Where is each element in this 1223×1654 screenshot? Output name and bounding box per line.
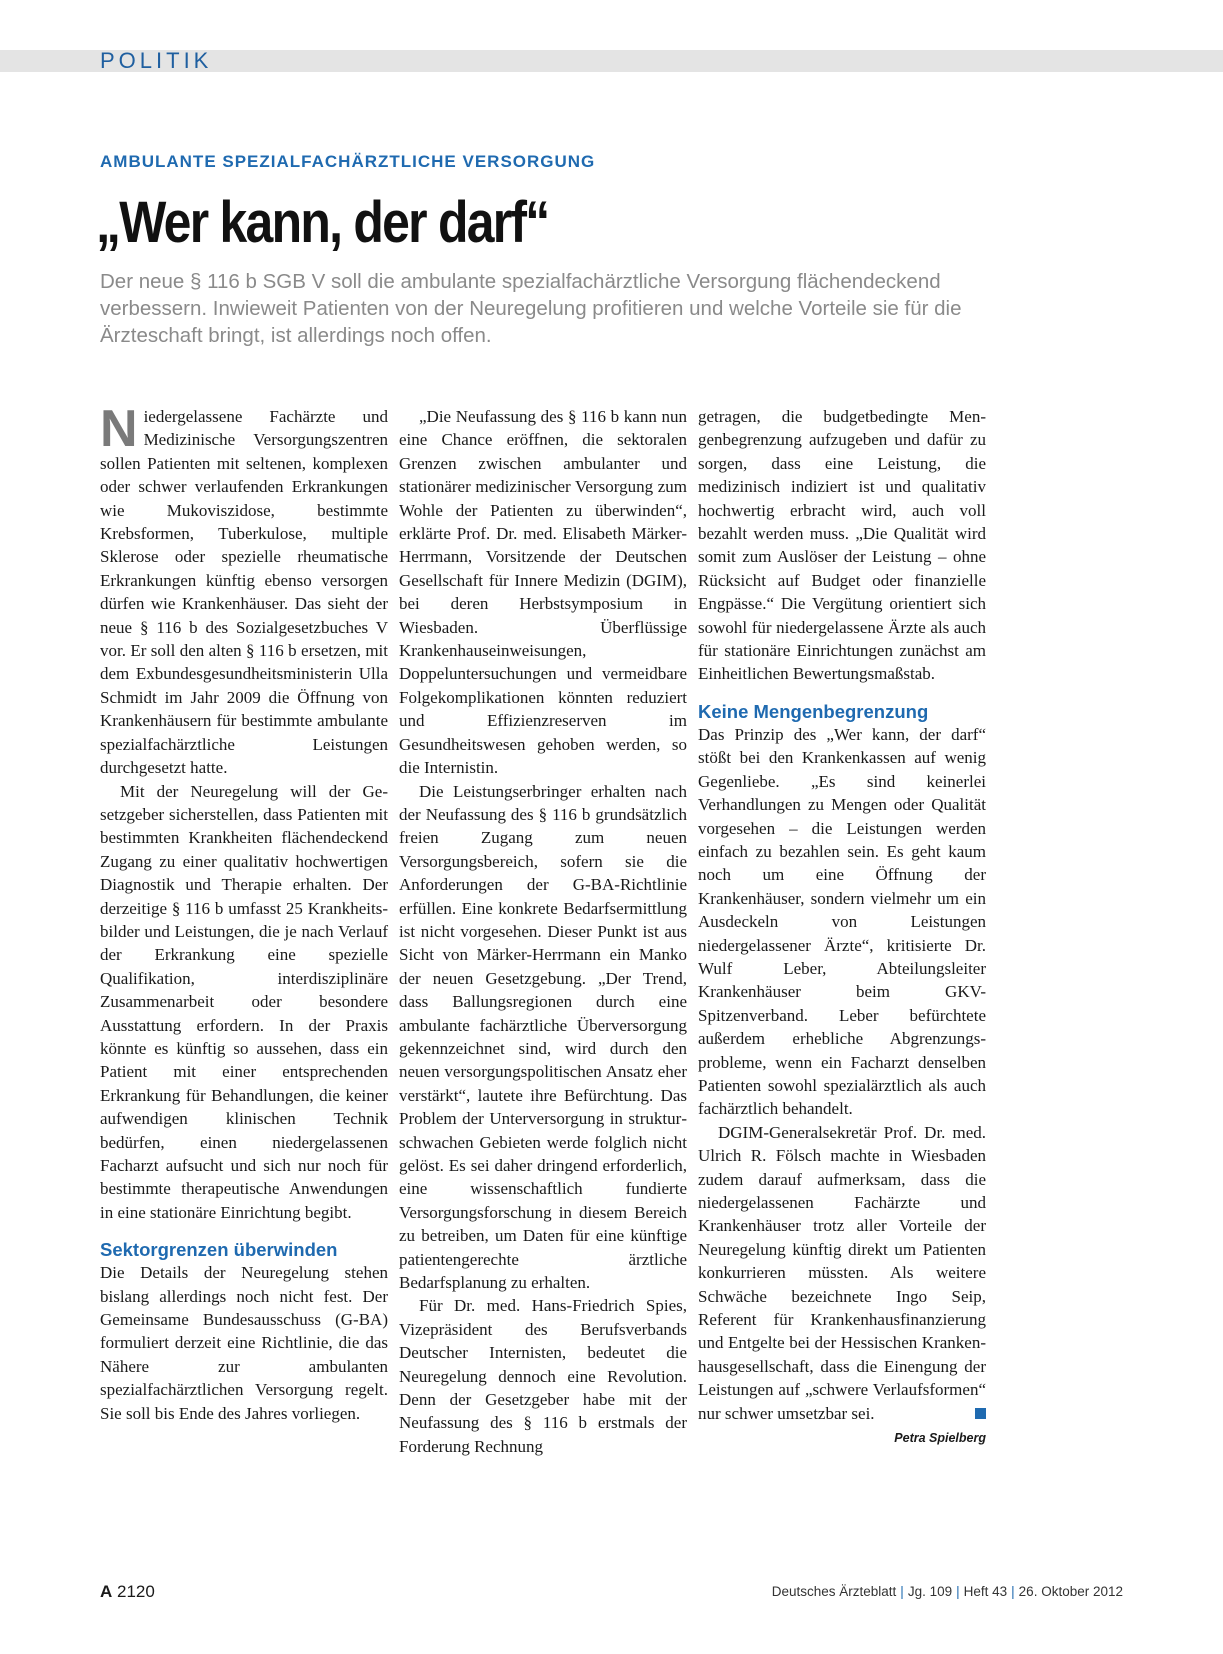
issue: Heft 43: [963, 1584, 1008, 1599]
paragraph: Für Dr. med. Hans-Friedrich Spies, Vizepräsident des Berufsverbands Deutscher Internisten, bedeutet die Neuregelung dennoch eine Revolution. Denn der Gesetzgeber habe mit der Neufassung des § 116 b erstmals der Forderung Rechnung: [399, 1296, 687, 1456]
subheading: Sektorgrenzen überwinden: [100, 1239, 338, 1261]
page-prefix: A: [100, 1582, 113, 1601]
paragraph: [698, 1121, 986, 1425]
paragraph: Die Details der Neuregelung stehen bislang allerdings noch nicht fest. Der Gemeinsame Bundesausschuss (G-BA) formuliert derzeit eine Richtlinie, die das Nähere zur ambulanten spezialfachärztlichen Versorgung regelt. Sie soll bis Ende des Jahres vorliegen.: [100, 1263, 388, 1423]
publication-name: Deutsches Ärzteblatt: [771, 1584, 897, 1599]
article-title: „Wer kann, der darf“: [96, 190, 549, 255]
paragraph: Das Prinzip des „Wer kann, der darf“ stößt bei den Krankenkassen auf wenig Gegenliebe. „Es sind keinerlei Verhandlungen zu Mengen oder Qualität vorgesehen – die Leistungen werden einfach zu bezahlen sein. Es geht kaum noch um eine Öffnung der Krankenhäuser, sondern vielmehr um ein Ausdeckeln von Leistungen niedergelassener Ärzte“, kritisierte Dr. Wulf Leber, Abteilungsleiter Krankenhäuser beim GKV-Spitzenverband. Leber befürchtete außerdem erhebliche Abgrenzungsprobleme, wenn ein Facharzt denselben Patienten sowohl spezialärztlich als auch fachärztlich behandelt.: [698, 724, 986, 1119]
article-column-1: [100, 400, 388, 1425]
paragraph-text: DGIM-Generalsekretär Prof. Dr. med. Ulrich R. Fölsch machte in Wiesbaden zudem darauf aufmerksam, dass die niedergelassenen Fachärzte und Krankenhäuser trotz aller Vorteile der Neuregelung künftig direkt um Patienten konkurrieren müssten. Als weitere Schwäche bezeichnete Ingo Seip, Referent für Krankenhausfinanzierung und Entgelte bei der Hessischen Krankenhausgesellschaft, dass die Einengung der Leistungen auf „schwere Verlaufsformen“ nur schwer umsetzbar sei.: [698, 1122, 986, 1423]
volume: Jg. 109: [907, 1584, 953, 1599]
drop-cap: N: [100, 400, 138, 458]
paragraph: „Die Neufassung des § 116 b kann nun eine Chance eröffnen, die sektoralen Grenzen zwischen ambulanter und stationärer medizinischer Versorgung zum Wohle der Patienten zu überwinden“, erklärte Prof. Dr. med. Elisabeth Märker-Herrmann, Vorsitzende der Deutschen Gesellschaft für Innere Medizin (DGIM), bei deren Herbstsymposium in Wiesbaden. Überflüssige Krankenhauseinweisungen, Doppeluntersuchungen und vermeidbare Folgekomplikationen könnten reduziert und Effizienzreserven im Gesundheitswesen gehoben werden, so die Internistin.: [399, 407, 687, 778]
separator: |: [1011, 1584, 1015, 1599]
separator: |: [900, 1584, 904, 1599]
publication-info: [772, 1584, 1123, 1599]
issue-date: 26. Oktober 2012: [1018, 1584, 1123, 1599]
subheading: Keine Mengenbegrenzung: [698, 700, 929, 722]
author-byline: Petra Spielberg: [894, 1431, 986, 1446]
page-number: [100, 1582, 155, 1602]
separator: |: [956, 1584, 960, 1599]
paragraph-text: iedergelassene Fachärzte und Medizinische Versorgungszentren sollen Patienten mit seltenen, komplexen oder schwer verlaufenden Erkrankungen wie Mukoviszidose, bestimmte Krebsformen, Tuberkulose, multiple Sklerose oder spezielle rheumatische Erkrankungen künftig ebenso versorgen dürfen wie Krankenhäuser. Das sieht der neue § 116 b des Sozialgesetzbuches V vor. Er soll den alten § 116 b ersetzen, mit dem Exbundesgesundheitsministerin Ulla Schmidt im Jahr 2009 die Öffnung von Krankenhäusern für bestimmte ambulante spezialfachärztliche Leistungen durchgesetzt hatte.: [100, 407, 388, 778]
paragraph: getragen, die budgetbedingte Mengenbegrenzung aufzugeben und dafür zu sorgen, dass eine Leistung, die medizinisch indiziert ist und qualitativ hochwertig erbracht wird, auch voll bezahlt werden muss. „Die Qualität wird somit zum Auslöser der Leistung – ohne Rücksicht auf Budget oder finanzielle Engpässe.“ Die Vergütung orientiert sich sowohl für niedergelassene Ärzte als auch für stationäre Einrichtungen zunächst am Einheitlichen Bewertungsmaßstab.: [698, 407, 986, 684]
paragraph: [100, 400, 388, 780]
end-mark-icon: [975, 1408, 986, 1419]
paragraph: Mit der Neuregelung will der Gesetzgeber sicherstellen, dass Patienten mit bestimmten Krankheiten flächendeckend Zugang zu einer qualitativ hochwertigen Diagnostik und Therapie erhalten. Der derzeitige § 116 b umfasst 25 Krankheitsbilder und Leistungen, die je nach Verlauf der Erkrankung eine spezielle Qualifikation, interdisziplinäre Zusammenarbeit oder besondere Ausstattung erfordern. In der Praxis könnte es künftig so aussehen, dass ein Patient mit einer entsprechenden Erkrankung für Behandlungen, die keiner aufwendigen klinischen Technik bedürfen, einen niedergelassenen Facharzt aufsucht und sich nur noch für bestimmte therapeutische Anwendungen in eine stationäre Einrichtung begibt.: [100, 781, 388, 1222]
article-column-2: [399, 405, 687, 1458]
article-column-3: [698, 405, 986, 1450]
page-number-value: 2120: [117, 1582, 155, 1601]
article-kicker: AMBULANTE SPEZIALFACHÄRZTLICHE VERSORGUNG: [100, 152, 596, 171]
article-lead: Der neue § 116 b SGB V soll die ambulante spezialfachärztliche Versorgung flächendeckend verbessern. Inwieweit Patienten von der Neuregelung profitieren und welche Vorteile sie für die Ärzteschaft bringt, ist allerdings noch offen.: [100, 270, 962, 347]
section-label: POLITIK: [100, 48, 213, 73]
paragraph: Die Leistungserbringer erhalten nach der Neufassung des § 116 b grundsätzlich freien Zugang zum neuen Versorgungsbereich, sofern sie die Anforderungen der G-BA-Richtlinie erfüllen. Eine konkrete Bedarfsermittlung ist nicht vorgesehen. Dieser Punkt ist aus Sicht von Märker-Herrmann ein Manko der neuen Gesetzgebung. „Der Trend, dass Ballungsregionen durch eine ambulante fachärztliche Überversorgung gekennzeichnet sind, wird durch den neuen versorgungspolitischen Ansatz eher verstärkt“, lautete ihre Befürchtung. Das Problem der Unterversorgung in strukturschwachen Gebieten werde folglich nicht gelöst. Es sei daher dringend erforderlich, eine wissenschaftlich fundierte Versorgungsforschung in diesem Bereich zu betreiben, um Daten für eine künftige patientengerechte ärztliche Bedarfsplanung zu erhalten.: [399, 781, 687, 1293]
